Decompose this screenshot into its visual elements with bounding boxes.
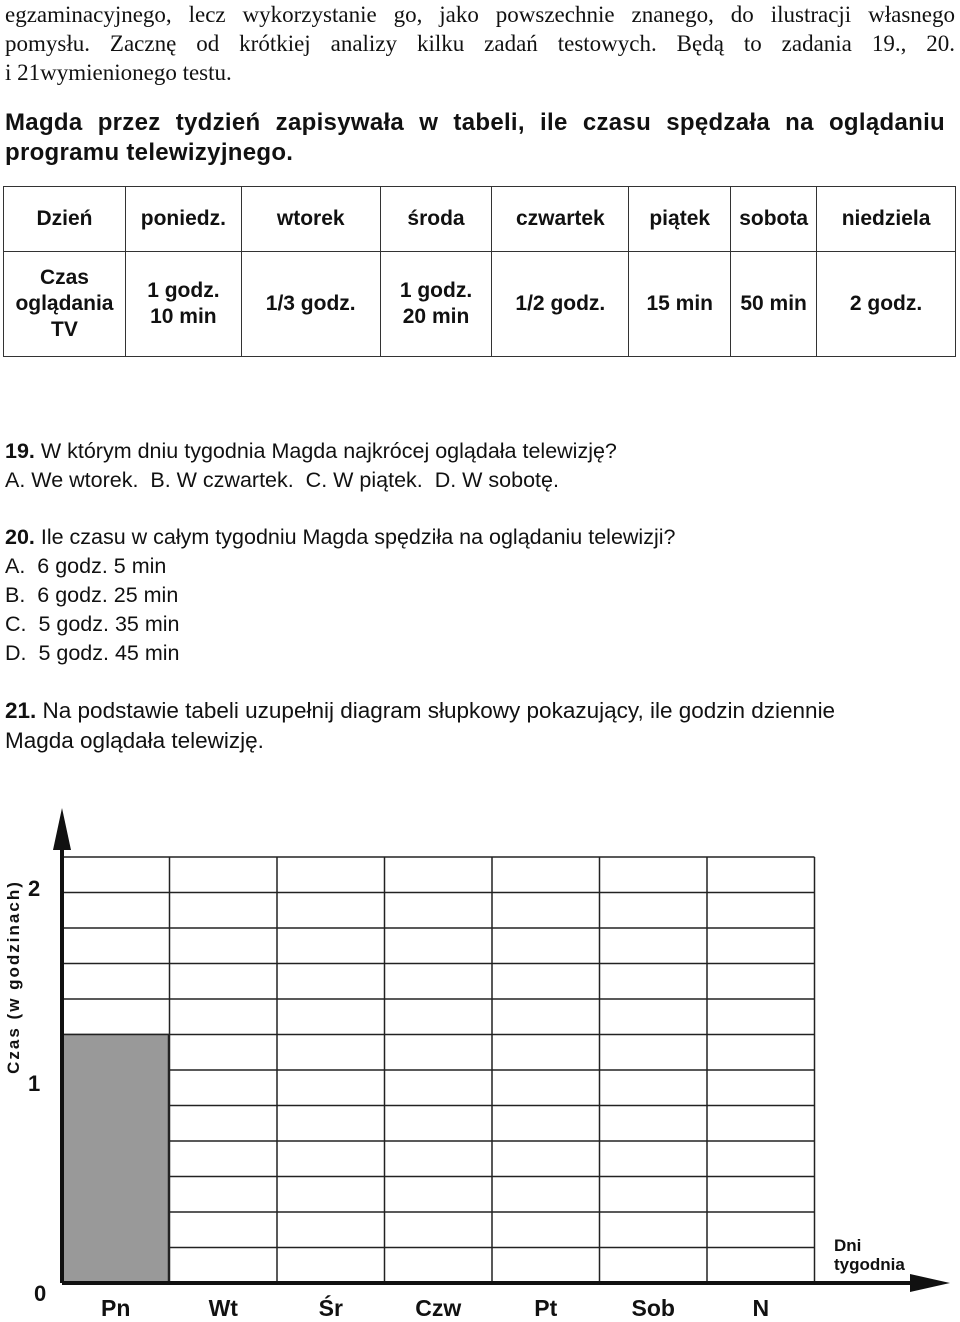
task-line: Magda przez tydzień zapisywała w tabeli, ile czasu spędzała na oglądaniu <box>5 109 945 136</box>
value-text: 1/3 godz. <box>265 292 356 315</box>
x-tick-label: Śr <box>318 1295 343 1321</box>
intro-line: egzaminacyjnego, lecz wykorzystanie go, jako powszechnie znanego, do ilustracji własnego <box>5 2 955 27</box>
row-label-text: TV <box>51 318 78 341</box>
question-19-text <box>5 437 617 466</box>
chart-axes <box>53 808 950 1292</box>
value-text: 1/2 godz. <box>515 292 606 315</box>
question-21-text-2: Magda oglądała telewizję. <box>5 728 264 753</box>
table-value-cell <box>241 252 380 357</box>
table-header-cell: poniedz. <box>125 187 241 252</box>
value-text: 2 godz. <box>849 292 923 315</box>
question-number: 20. <box>5 525 35 549</box>
intro-paragraph <box>5 0 955 87</box>
chart-grid <box>62 857 815 1283</box>
answer-option: C. 5 godz. 35 min <box>5 612 180 636</box>
value-text: 10 min <box>150 305 217 328</box>
value-text: 20 min <box>402 305 470 328</box>
table-header-cell: piątek <box>629 187 731 252</box>
y-axis-title: Czas (w godzinach) <box>4 880 23 1074</box>
table-header-cell: niedziela <box>817 187 956 252</box>
question-number: 19. <box>5 439 35 463</box>
table-header-cell: wtorek <box>241 187 380 252</box>
value-text: 1 godz. <box>147 279 220 302</box>
question-20 <box>5 523 675 668</box>
task-line: programu telewizyjnego. <box>5 139 294 166</box>
question-19-answers: A. We wtorek. B. W czwartek. C. W piątek. D. W sobotę. <box>5 468 559 492</box>
question-text: Na podstawie tabeli uzupełnij diagram słupkowy pokazujący, ile godzin dziennie <box>36 698 836 723</box>
table-value-cell <box>731 252 817 357</box>
value-text: 50 min <box>740 292 807 315</box>
x-axis-title-line: Dni <box>834 1236 862 1255</box>
bar <box>63 1034 169 1283</box>
table-header-cell: czwartek <box>492 187 629 252</box>
question-number: 21. <box>5 698 37 723</box>
x-tick-label: N <box>752 1295 770 1321</box>
table-value-cell <box>492 252 629 357</box>
table-value-cell <box>125 252 241 357</box>
x-axis-arrow <box>910 1274 950 1292</box>
row-label-text: oglądania <box>15 292 114 315</box>
table-header-row <box>4 187 956 252</box>
question-20-text <box>5 523 675 552</box>
y-axis-title-box <box>2 868 26 1086</box>
question-text: W którym dniu tygodnia Magda najkrócej oglądała telewizję? <box>34 439 617 463</box>
table-value-cell <box>380 252 492 357</box>
x-tick-label: Wt <box>208 1295 238 1321</box>
answer-option: B. 6 godz. 25 min <box>5 583 179 607</box>
intro-line: i 21wymienionego testu. <box>5 60 232 85</box>
y-tick-label: 0 <box>34 1281 47 1306</box>
x-axis-title <box>834 1236 905 1274</box>
value-text: 15 min <box>646 292 713 315</box>
answer-option: D. 5 godz. 45 min <box>5 641 180 665</box>
row-label-text: Czas <box>39 266 89 289</box>
tv-time-table <box>3 186 956 357</box>
question-21 <box>5 696 835 756</box>
y-tick-label: 1 <box>28 1071 41 1096</box>
x-tick-label: Sob <box>631 1295 675 1321</box>
table-header-cell: Dzień <box>4 187 126 252</box>
intro-line: pomysłu. Zacznę od krótkiej analizy kilku zadań testowych. Będą to zadania 19., 20. <box>5 31 955 56</box>
y-tick-label: 2 <box>28 876 41 901</box>
table-header-cell: środa <box>380 187 492 252</box>
x-axis-title-line: tygodnia <box>834 1255 905 1274</box>
table-value-cell <box>817 252 956 357</box>
bar-chart <box>0 800 960 1321</box>
task-statement <box>5 108 945 168</box>
table-header-cell: sobota <box>731 187 817 252</box>
chart-bars <box>63 1034 169 1283</box>
question-19 <box>5 437 617 495</box>
row-label-cell <box>4 252 126 357</box>
table-values-row <box>4 252 956 357</box>
answer-option: A. 6 godz. 5 min <box>5 554 167 578</box>
x-tick-label: Pn <box>101 1295 131 1321</box>
x-tick-label: Pt <box>534 1295 558 1321</box>
y-axis-arrow <box>53 808 71 850</box>
question-text: Ile czasu w całym tygodniu Magda spędziła na oglądaniu telewizji? <box>34 525 676 549</box>
x-tick-label: Czw <box>415 1295 462 1321</box>
question-21-text <box>5 696 835 726</box>
table-value-cell <box>629 252 731 357</box>
value-text: 1 godz. <box>399 279 473 302</box>
